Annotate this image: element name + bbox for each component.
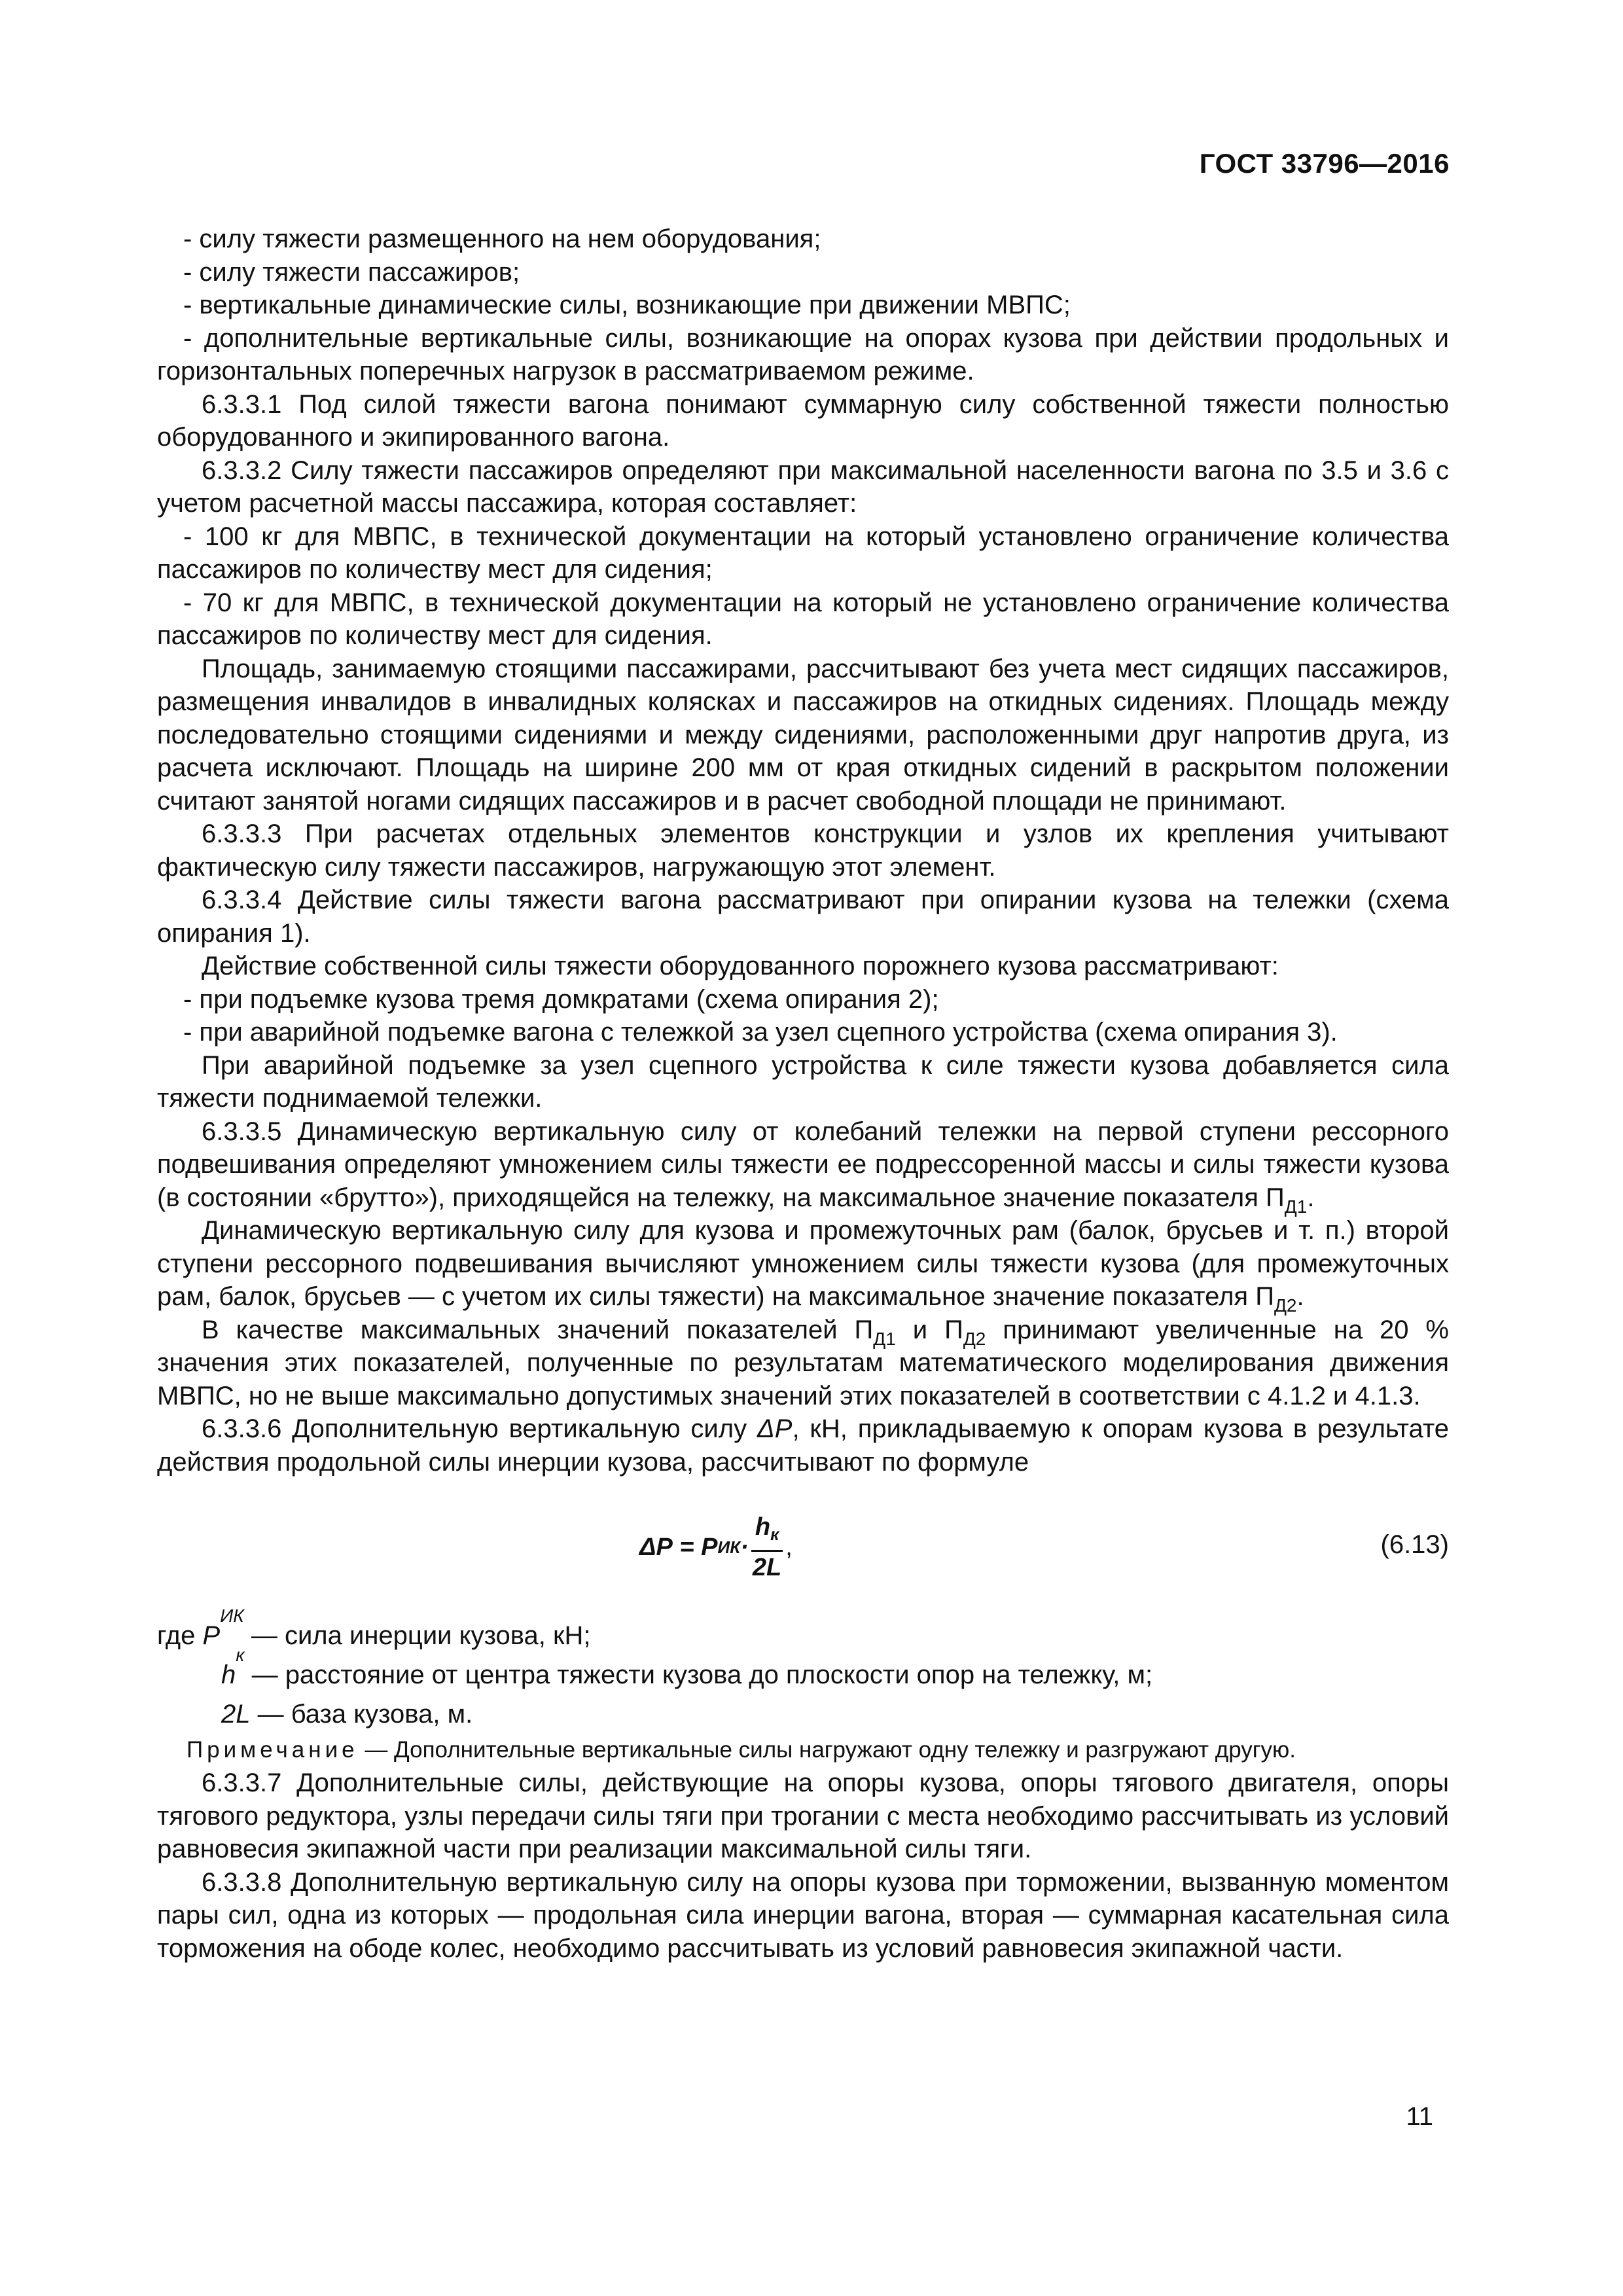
clause-text: 6.3.3.6 Дополнительную вертикальную силу: [202, 1414, 757, 1443]
clause-text: принимают увеличенные на 20 % значения этих показателей, полученные по результатам математического моделирования движения МВПС, но не выше максимально допустимых значений этих показателей в соответствии с 4.1.2 и 4.1.3.: [157, 1315, 1449, 1410]
subscript: Д2: [963, 1328, 986, 1349]
clause-6-3-3-5: [157, 1115, 1449, 1215]
clause-text-end: .: [1307, 1183, 1315, 1212]
list-item: - силу тяжести размещенного на нем оборудования;: [183, 224, 821, 253]
clause-6-3-3-1: 6.3.3.1 Под силой тяжести вагона понимают суммарную силу собственной тяжести полностью оборудованного и экипированного вагона.: [157, 389, 1449, 452]
symbol: ΔP: [757, 1414, 793, 1443]
numerator-sub: к: [770, 1524, 779, 1544]
equation-number: (6.13): [1380, 1530, 1449, 1559]
where-row: [157, 1645, 1449, 1695]
where-row: [157, 1695, 1449, 1734]
clause-text: и П: [895, 1315, 963, 1344]
where-text: — база кузова, м.: [250, 1700, 473, 1729]
where-lead: где: [157, 1621, 203, 1650]
formula-lhs: ΔP: [639, 1533, 673, 1561]
note: [157, 1734, 1449, 1767]
clause-text: В качестве максимальных значений показателей П: [202, 1315, 874, 1344]
where-list: [157, 1605, 1449, 1734]
list-item: - 70 кг для МВПС, в технической документации на который не установлено ограничение количества пассажиров по количеству мест для сидения.: [157, 588, 1449, 650]
formula-p: P: [701, 1533, 718, 1561]
list-item: - при подъемке кузова тремя домкратами (схема опирания 2);: [183, 984, 939, 1014]
clause-6-3-3-3: 6.3.3.3 При расчетах отдельных элементов конструкции и узлов их крепления учитывают фактическую силу тяжести пассажиров, нагружающую этот элемент.: [157, 819, 1449, 882]
where-row: [157, 1605, 1449, 1655]
note-label: Примечание: [187, 1737, 359, 1763]
list-item: - силу тяжести пассажиров;: [183, 257, 520, 287]
paragraph-emergency: При аварийной подъемке за узел сцепного устройства к силе тяжести кузова добавляется сила тяжести поднимаемой тележки.: [157, 1050, 1449, 1113]
where-sub: ИК: [220, 1605, 244, 1626]
list-item: - при аварийной подъемке вагона с тележкой за узел сцепного устройства (схема опирания 3).: [183, 1018, 1338, 1047]
list-item: - вертикальные динамические силы, возникающие при движении МВПС;: [183, 291, 1071, 319]
clause-6-3-3-4: 6.3.3.4 Действие силы тяжести вагона рассматривают при опирании кузова на тележки (схема опирания 1).: [157, 886, 1449, 948]
formula-fraction: [751, 1513, 783, 1582]
list-item: - дополнительные вертикальные силы, возникающие на опорах кузова при действии продольных и горизонтальных поперечных нагрузок в рассматриваемом режиме.: [157, 323, 1449, 386]
clause-6-3-3-2: 6.3.3.2 Силу тяжести пассажиров определяют при максимальной населенности вагона по 3.5 и 3.6 с учетом расчетной массы пассажира, которая составляет:: [157, 456, 1449, 518]
where-symbol: P: [202, 1621, 221, 1650]
clause-6-3-3-6: [157, 1412, 1449, 1479]
clause-6-3-3-7: 6.3.3.7 Дополнительные силы, действующие на опоры кузова, опоры тягового двигателя, опоры тягового редуктора, узлы передачи силы тяги при трогании с места необходимо рассчитывать из условий равновесия экипажной части при реализации максимальной силы тяги.: [157, 1768, 1449, 1863]
formula-numerator: [751, 1513, 783, 1552]
note-text: — Дополнительные вертикальные силы нагружают одну тележку и разгружают другую.: [358, 1737, 1296, 1763]
clause-text: 6.3.3.5 Динамическую вертикальную силу от колебаний тележки на первой ступени рессорного подвешивания определяют умножением силы тяжести ее подрессоренной массы и силы тяжести кузова (в состоянии «брутто»), приходящейся на тележку, на максимальное значение показателя П: [157, 1117, 1449, 1212]
formula-denominator: 2L: [752, 1554, 782, 1581]
formula-dot: ·: [740, 1533, 749, 1561]
list-item: - 100 кг для МВПС, в технической документации на который установлено ограничение количества пассажиров по количеству мест для сидения;: [157, 522, 1449, 584]
clause-text: Динамическую вертикальную силу для кузова и промежуточных рам (балок, брусьев и т. п.) второй ступени рессорного подвешивания вычисляют умножением силы тяжести кузова (для промежуточных рам, балок, брусьев — с учетом их силы тяжести) на максимальное значение показателя П: [157, 1216, 1449, 1311]
formula-block: [157, 1506, 1449, 1585]
numerator-symbol: h: [755, 1513, 771, 1541]
formula-trail: ,: [785, 1533, 793, 1561]
paragraph-area: Площадь, занимаемую стоящими пассажирами, рассчитывают без учета мест сидящих пассажиров, размещения инвалидов в инвалидных колясках и пассажиров на откидных сидениях. Площадь между последовательно стоящими сидениями и между сидениями, расположенными друг напротив друга, из расчета исключают. Площадь на ширине 200 мм от края откидных сидений в раскрытом положении считают занятой ногами сидящих пассажиров и в расчет свободной площади не принимают.: [157, 654, 1449, 816]
paragraph-dynamic-second: [157, 1214, 1449, 1314]
clause-6-3-3-8: 6.3.3.8 Дополнительную вертикальную силу на опоры кузова при торможении, вызванную моментом пары сил, одна из которых — продольная сила инерции вагона, вторая — суммарная касательная сила торможения на ободе колес, необходимо рассчитывать из условий равновесия экипажной части.: [157, 1867, 1449, 1963]
document-id: ГОСТ 33796—2016: [1199, 148, 1450, 179]
subscript: Д1: [1284, 1196, 1308, 1217]
subscript: Д1: [873, 1328, 896, 1349]
formula-p-sub: ИК: [717, 1537, 741, 1557]
subscript: Д2: [1274, 1295, 1297, 1316]
paragraph-own-weight: Действие собственной силы тяжести оборудованного порожнего кузова рассматривают:: [202, 952, 1279, 980]
where-symbol: 2L: [221, 1700, 251, 1729]
clause-text: , кН, прикладываемую к опорам кузова в результате действия продольной силы инерции кузова, рассчитывают по формуле: [157, 1414, 1449, 1477]
where-sub: к: [236, 1645, 245, 1665]
document-body: [157, 223, 1449, 1965]
where-text: — расстояние от центра тяжести кузова до плоскости опор на тележку, м;: [244, 1660, 1153, 1689]
where-text: — сила инерции кузова, кН;: [243, 1621, 591, 1650]
formula-eq: =: [672, 1533, 702, 1561]
where-symbol: h: [221, 1660, 236, 1689]
page-number: 11: [1406, 2102, 1433, 2131]
formula-6-13: [639, 1513, 793, 1582]
paragraph-max-values: [157, 1314, 1449, 1413]
clause-text-end: .: [1296, 1282, 1304, 1311]
